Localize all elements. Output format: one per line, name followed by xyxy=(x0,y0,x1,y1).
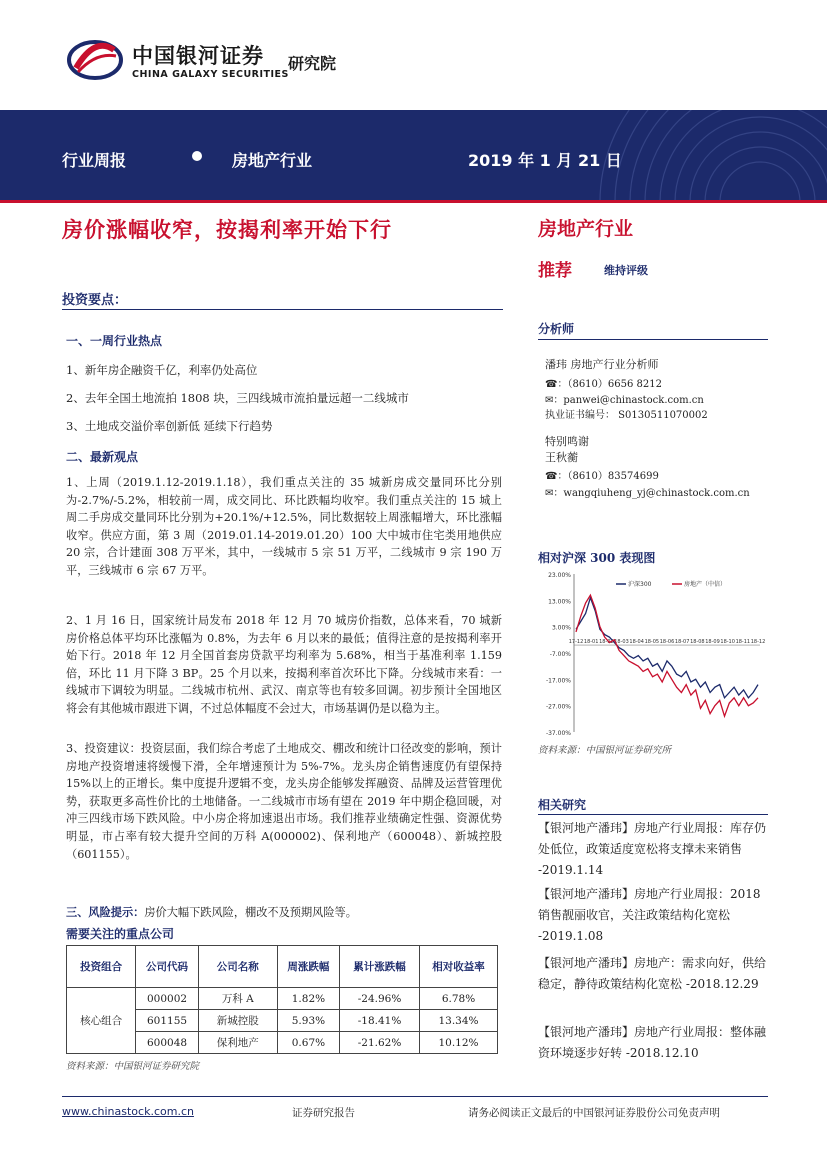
header-cell: 公司代码 xyxy=(136,946,198,988)
report-date: 2019 年 1 月 21 日 xyxy=(468,151,622,170)
table-cell: -24.96% xyxy=(340,988,420,1010)
table-cell: 10.12% xyxy=(420,1032,498,1054)
paragraph-3: 3、投资建议：投资层面，我们综合考虑了土地成交、棚改和统计口径改变的影响，预计房地产投资增速将缓慢下滑，全年增速预计为 5%-7%。龙头房企销售速度仍有望保持 15%以上的正增长。集中度提升逻辑不变，龙头房企能够发挥融资、品牌及运营管理优势，获取更多高性价比的土地储备。一二线城市市场有望在 2019 年中期企稳回暖，对冲三四线市场下跌风险。中小房企将加速退出市场。我们推荐业绩确定性强、资源优势明显，市占率有较大提升空间的万科 A(000002)、保利地产（600048）、新城控股（601155）。 xyxy=(66,742,502,861)
section-heading-views: 二、最新观点 xyxy=(66,450,139,464)
table-cell: 601155 xyxy=(136,1010,198,1032)
x-tick-label: 18-04 xyxy=(629,639,644,646)
relative-performance-chart xyxy=(538,568,768,738)
analyst-name: 潘玮 房地产行业分析师 xyxy=(545,358,659,371)
y-tick-label: 23.00% xyxy=(548,572,571,579)
y-tick-label: -17.00% xyxy=(545,677,571,685)
thanks-name: 王秋蘅 xyxy=(545,451,578,464)
risk-text: 房价大幅下跌风险，棚改不及预期风险等。 xyxy=(144,906,357,919)
related-research-heading: 相关研究 xyxy=(538,798,587,812)
report-title: 房价涨幅收窄，按揭利率开始下行 xyxy=(62,217,392,242)
y-tick-label: -7.00% xyxy=(549,651,571,658)
rating: 维持评级 xyxy=(604,264,648,277)
table-header-row xyxy=(67,946,498,988)
x-tick-label: 18-11 xyxy=(735,639,751,646)
table-cell: 万科 A xyxy=(198,988,277,1010)
research-item[interactable]: 【银河地产潘玮】房地产行业周报：2018 销售靓丽收官，关注政策结构化宽松 -2019.1.08 xyxy=(538,887,761,943)
table-cell: 13.34% xyxy=(420,1010,498,1032)
footer-report-type: 证券研究报告 xyxy=(292,1107,355,1119)
analyst-phone: ☎：（8610）6656 8212 xyxy=(545,379,662,390)
table-source: 资料来源：中国银河证券研究院 xyxy=(66,1061,200,1072)
group-cell: 核心组合 xyxy=(67,988,136,1054)
header-cell: 公司名称 xyxy=(198,946,277,988)
institute-label: 研究院 xyxy=(288,54,337,73)
table-cell: 600048 xyxy=(136,1032,198,1054)
analyst-cert: 执业证书编号： S0130511070002 xyxy=(545,410,708,421)
brand-name-en: CHINA GALAXY SECURITIES xyxy=(132,69,289,80)
thanks-email[interactable]: ✉：wangqiuheng_yj@chinastock.com.cn xyxy=(545,488,750,499)
brand-name-cn: 中国银河证券 xyxy=(132,44,264,68)
header-divider xyxy=(0,200,827,203)
series-line xyxy=(576,598,758,698)
thanks-phone: ☎：（8610）83574699 xyxy=(545,471,659,482)
series-line xyxy=(576,595,758,716)
table-cell: 新城控股 xyxy=(198,1010,277,1032)
research-item[interactable]: 【银河地产潘玮】房地产：需求向好，供给稳定，静待政策结构化宽松 -2018.12.29 xyxy=(538,956,767,991)
y-tick-label: 3.00% xyxy=(551,624,571,632)
x-tick-label: 18-01 xyxy=(583,639,599,646)
key-points-heading: 投资要点： xyxy=(62,293,128,308)
bullet-dot-icon xyxy=(192,151,202,161)
x-tick-label: 18-07 xyxy=(674,639,690,646)
key-companies-table xyxy=(66,945,498,1054)
research-item[interactable]: 【银河地产潘玮】房地产行业周报：库存仍处低位，政策适度宽松将支撑未来销售 -2019.1.14 xyxy=(538,821,767,877)
hotspot-item: 1、新年房企融资千亿，利率仍处高位 xyxy=(66,363,258,377)
section-heading-hotspots: 一、一周行业热点 xyxy=(66,334,163,348)
report-type: 行业周报 xyxy=(62,151,127,170)
y-tick-label: -27.00% xyxy=(545,703,571,711)
analyst-divider xyxy=(538,339,768,340)
x-tick-label: 17-12 xyxy=(568,639,584,646)
risk-label: 三、风险提示： xyxy=(66,905,145,919)
legend-label: 沪深300 xyxy=(628,581,652,588)
header-cell: 累计涨跌幅 xyxy=(340,946,420,988)
y-tick-label: -37.00% xyxy=(545,730,571,737)
table-cell: 1.82% xyxy=(277,988,339,1010)
research-item[interactable]: 【银河地产潘玮】房地产行业周报：整体融资环境逐步好转 -2018.12.10 xyxy=(538,1025,767,1060)
y-tick-label: 13.00% xyxy=(548,598,571,606)
table-cell: 5.93% xyxy=(277,1010,339,1032)
hotspot-item: 2、去年全国土地流拍 1808 块，三四线城市流拍量远超一二线城市 xyxy=(66,391,409,405)
header-cell: 相对收益率 xyxy=(420,946,498,988)
table-row xyxy=(67,988,498,1010)
sidebar-industry: 房地产行业 xyxy=(538,218,634,240)
table-cell: 6.78% xyxy=(420,988,498,1010)
x-tick-label: 18-10 xyxy=(720,639,735,646)
x-tick-label: 18-03 xyxy=(614,639,629,646)
header-cell: 周涨跌幅 xyxy=(277,946,339,988)
header-cell: 投资组合 xyxy=(67,946,136,988)
legend-label: 房地产（中信） xyxy=(684,581,727,588)
footer-divider xyxy=(62,1096,768,1097)
chart-title: 相对沪深 300 表现图 xyxy=(538,551,656,565)
x-tick-label: 18-05 xyxy=(644,639,660,646)
recommendation: 推荐 xyxy=(538,261,572,281)
table-title: 需要关注的重点公司 xyxy=(66,927,175,941)
x-tick-label: 18-06 xyxy=(659,639,675,646)
x-tick-label: 18-12 xyxy=(750,639,766,646)
paragraph-2: 2、1 月 16 日，国家统计局发布 2018 年 12 月 70 城房价指数，总体来看，70 城新房价格总体平均环比涨幅为 0.8%，为去年 6 月以来的最低；值得注意的是按揭利率开始下行。2018 年 12 月全国首套房贷款平均利率为 5.68%，相当于基准利率 1.159 倍，环比 11 月下降 3 BP。25 个月以来，按揭利率首次环比下降。分线城市来看：一线城市下调较为明显。二线城市杭州、武汉、南京等也有较多回调。初步预计全国地区将会有其他城市跟进下调，不过总体幅度不会过大，市场基调仍是以稳为主。 xyxy=(66,614,502,715)
table-cell: 保利地产 xyxy=(198,1032,277,1054)
analyst-heading: 分析师 xyxy=(538,322,575,336)
table-cell: 000002 xyxy=(136,988,198,1010)
x-tick-label: 18-08 xyxy=(690,639,705,646)
table-cell: -21.62% xyxy=(340,1032,420,1054)
x-tick-label: 18-09 xyxy=(705,639,720,646)
paragraph-1: 1、上周（2019.1.12-2019.1.18），我们重点关注的 35 城新房成交量同环比分别为-2.7%/-5.2%，相较前一周，成交同比、环比跌幅均收窄。我们重点关注的 15 城上周二手房成交量同环比分别为+20.1%/+12.5%，同比数据较上周涨幅增大，环比涨幅收窄。供应方面，第 3 周（2019.01.14-2019.01.20）100 大中城市住宅类用地供应 20 宗，合计建面 308 万平米，其中，一线城市 5 宗 51 万平，二线城市 9 宗 190 万平，三线城市 6 宗 67 万平。 xyxy=(66,476,502,577)
industry-label: 房地产行业 xyxy=(232,151,313,170)
galaxy-logo-icon xyxy=(66,38,124,82)
chart-source: 资料来源：中国银河证券研究所 xyxy=(538,745,672,756)
footer-url-link[interactable]: www.chinastock.com.cn xyxy=(62,1105,194,1118)
analyst-email[interactable]: ✉：panwei@chinastock.com.cn xyxy=(545,395,704,406)
x-tick-label: 18-02 xyxy=(599,639,614,646)
hotspot-item: 3、土地成交溢价率创新低 延续下行趋势 xyxy=(66,419,273,433)
table-cell: 0.67% xyxy=(277,1032,339,1054)
footer-disclaimer: 请务必阅读正文最后的中国银河证券股份公司免责声明 xyxy=(468,1107,720,1119)
related-research-divider xyxy=(538,814,768,815)
table-cell: -18.41% xyxy=(340,1010,420,1032)
risk-paragraph xyxy=(66,904,502,922)
key-points-divider xyxy=(62,309,503,310)
thanks-heading: 特别鸣谢 xyxy=(545,435,589,448)
